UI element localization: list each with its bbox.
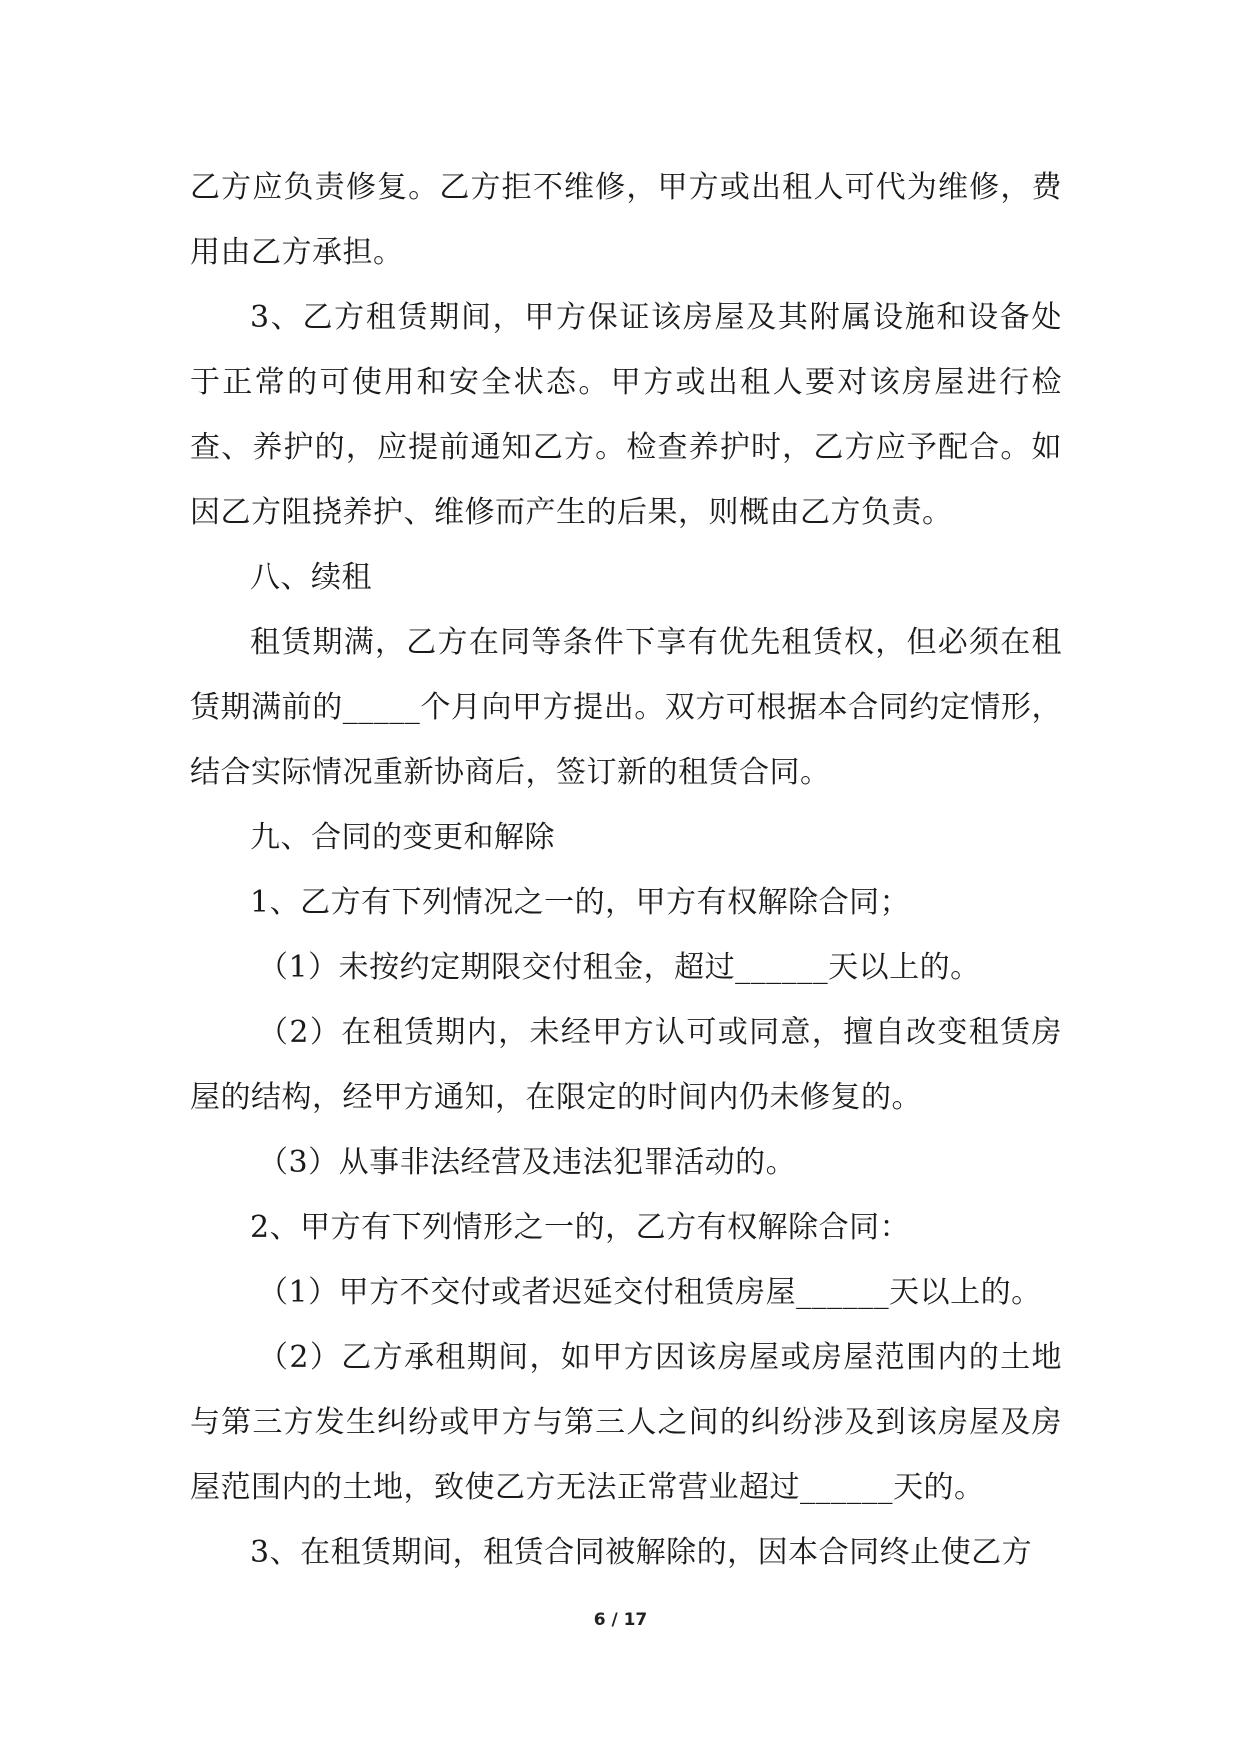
paragraph: 租赁期满，乙方在同等条件下享有优先租赁权，但必须在租赁期满前的_____个月向甲方提出。双方可根据本合同约定情形，结合实际情况重新协商后，签订新的租赁合同。 xyxy=(190,625,1062,790)
paragraph: （3）从事非法经营及违法犯罪活动的。 xyxy=(258,1145,797,1180)
page-number: 6 / 17 xyxy=(593,1610,648,1630)
paragraph: 3、在租赁期间，租赁合同被解除的，因本合同终止使乙方 xyxy=(250,1535,1033,1570)
paragraph: 九、合同的变更和解除 xyxy=(250,820,555,855)
paragraph: （2）在租赁期内，未经甲方认可或同意，擅自改变租赁房屋的结构，经甲方通知，在限定的时间内仍未修复的。 xyxy=(190,1015,1062,1115)
paragraph: 2、甲方有下列情形之一的，乙方有权解除合同： xyxy=(250,1210,911,1245)
document-body xyxy=(190,155,1062,1585)
paragraph: （1）未按约定期限交付租金，超过______天以上的。 xyxy=(258,950,981,985)
paragraph: 八、续租 xyxy=(250,560,372,595)
paragraph: 3、乙方租赁期间，甲方保证该房屋及其附属设施和设备处于正常的可使用和安全状态。甲方或出租人要对该房屋进行检查、养护的，应提前通知乙方。检查养护时，乙方应予配合。如因乙方阻挠养护、维修而产生的后果，则概由乙方负责。 xyxy=(190,300,1062,530)
paragraph: 1、乙方有下列情况之一的，甲方有权解除合同； xyxy=(250,885,911,920)
paragraph: 乙方应负责修复。乙方拒不维修，甲方或出租人可代为维修，费用由乙方承担。 xyxy=(190,170,1062,270)
paragraph: （2）乙方承租期间，如甲方因该房屋或房屋范围内的土地与第三方发生纠纷或甲方与第三人之间的纠纷涉及到该房屋及房屋范围内的土地，致使乙方无法正常营业超过______天的。 xyxy=(190,1340,1062,1505)
paragraph: （1）甲方不交付或者迟延交付租赁房屋______天以上的。 xyxy=(258,1275,1042,1310)
